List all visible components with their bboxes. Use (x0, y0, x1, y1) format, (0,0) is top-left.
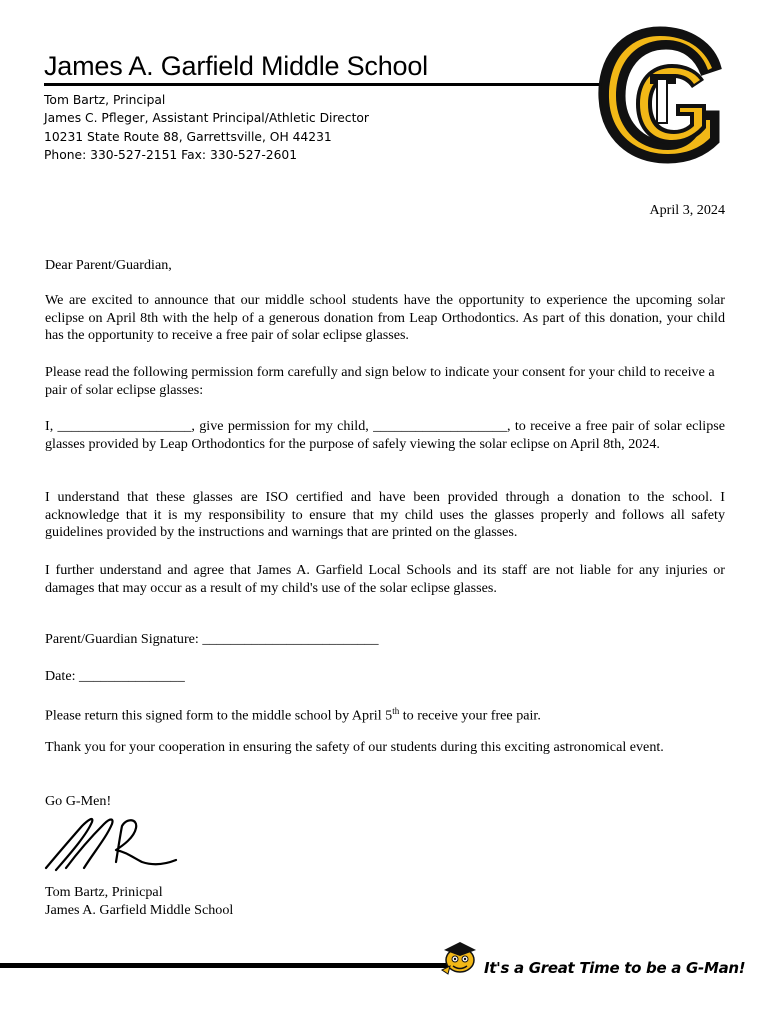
phone-fax-line: Phone: 330-527-2151 Fax: 330-527-2601 (44, 147, 298, 162)
paragraph-liability: I further understand and agree that James A. Garfield Local Schools and its staff are not liable for any injuries or damages that may occur as a result of my child's use of the solar eclipse glasses. (45, 562, 725, 596)
header-divider (44, 83, 604, 86)
assistant-principal-line: James C. Pfleger, Assistant Principal/Athletic Director (44, 111, 369, 126)
gman-mascot-icon (438, 940, 480, 976)
footer-slogan: It's a Great Time to be a G-Man! (484, 959, 746, 977)
principal-signature (42, 812, 182, 874)
paragraph-instructions: Please read the following permission form carefully and sign below to indicate your consent for your child to receive a pair of solar eclipse glasses: (45, 364, 715, 398)
garfield-gg-logo (590, 20, 730, 170)
thank-you-line: Thank you for your cooperation in ensuring the safety of our students during this exciting astronomical event. (45, 739, 664, 755)
address-line: 10231 State Route 88, Garrettsville, OH 44231 (44, 129, 332, 144)
return-instructions (45, 703, 541, 725)
paragraph-announcement: We are excited to announce that our middle school students have the opportunity to experience the upcoming solar eclipse on April 8th with the help of a generous donation from Leap Orthodontics. As part of this donation, your child has the opportunity to receive a free pair of solar eclipse glasses. (45, 292, 725, 344)
signer-name: Tom Bartz, Prinicpal (45, 884, 163, 900)
letter-date: April 3, 2024 (649, 202, 725, 218)
date-line: Date: _______________ (45, 668, 185, 684)
principal-line: Tom Bartz, Principal (44, 93, 166, 107)
paragraph-acknowledgement: I understand that these glasses are ISO certified and have been provided through a donation to the school. I acknowledge that it is my responsibility to ensure that my child uses the glasses properly and follows all safety guidelines provided by the instructions and warnings that are printed on the glasses. (45, 489, 725, 541)
return-text-start: Please return this signed form to the middle school by April 5 (45, 707, 393, 724)
salutation: Dear Parent/Guardian, (45, 257, 172, 273)
go-gmen-line: Go G-Men! (45, 793, 112, 809)
signer-school: James A. Garfield Middle School (45, 902, 234, 918)
return-text-end: to receive your free pair. (399, 707, 541, 724)
footer-divider (0, 963, 450, 968)
guardian-signature-line: Parent/Guardian Signature: _________________________ (45, 631, 379, 647)
return-ordinal-suffix: th (392, 706, 400, 716)
paragraph-permission: I, ___________________, give permission for my child, ___________________, to receive a free pair of solar eclipse glasses provided by Leap Orthodontics for the purpose of safely viewing the solar eclipse on April 8th, 2024. (45, 418, 725, 452)
school-contact-block (44, 91, 369, 164)
school-name-heading: James A. Garfield Middle School (44, 51, 428, 81)
